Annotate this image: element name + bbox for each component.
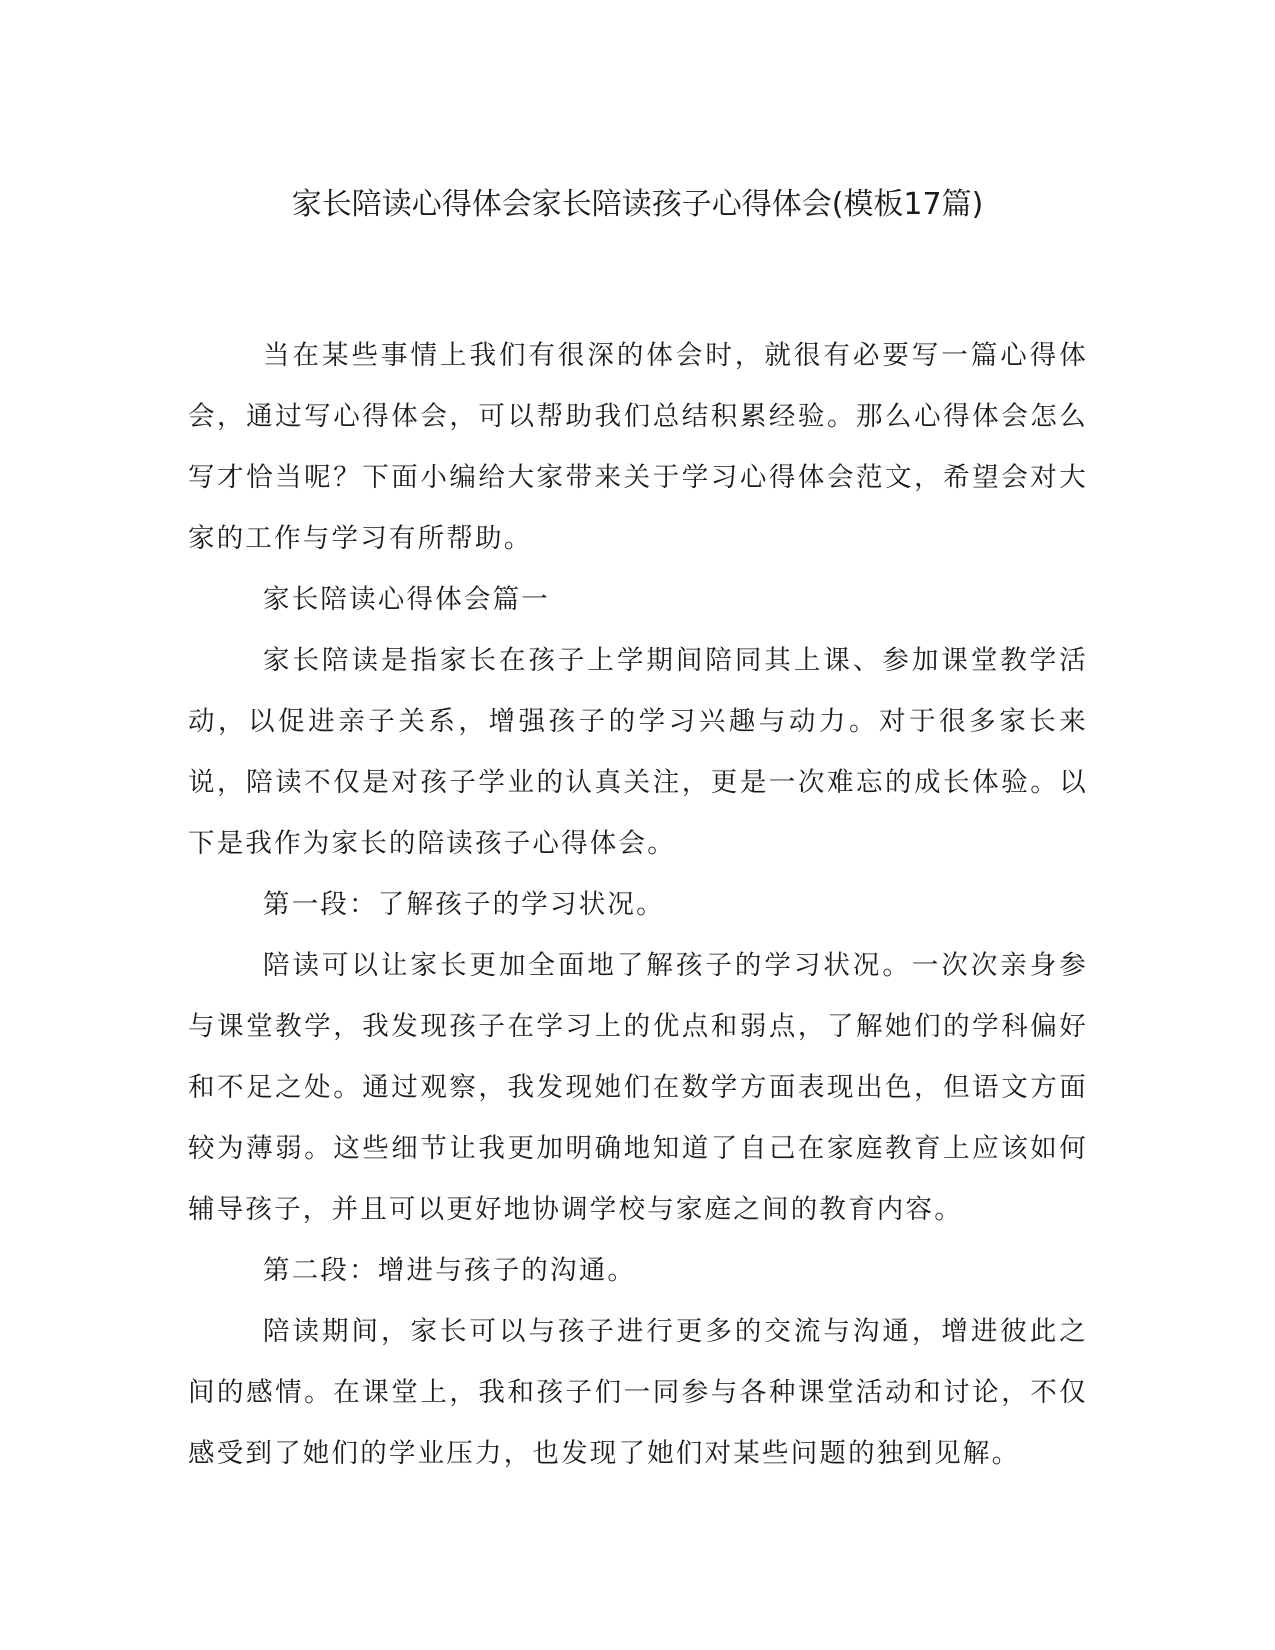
document-title: 家长陪读心得体会家长陪读孩子心得体会(模板17篇) [291, 187, 984, 222]
body-paragraph: 陪读可以让家长更加全面地了解孩子的学习状况。一次次亲身参与课堂教学，我发现孩子在学习上的优点和弱点，了解她们的学科偏好和不足之处。通过观察，我发现她们在数学方面表现出色，但语文方面较为薄弱。这些细节让我更加明确地知道了自己在家庭教育上应该如何辅导孩子，并且可以更好地协调学校与家庭之间的教育内容。 [188, 950, 1088, 1225]
section-heading: 家长陪读心得体会篇一 [263, 584, 550, 615]
body-paragraph: 家长陪读是指家长在孩子上学期间陪同其上课、参加课堂教学活动，以促进亲子关系，增强孩子的学习兴趣与动力。对于很多家长来说，陪读不仅是对孩子学业的认真关注，更是一次难忘的成长体验。以下是我作为家长的陪读孩子心得体会。 [188, 645, 1088, 859]
subsection-heading: 第一段：了解孩子的学习状况。 [263, 889, 665, 920]
document-body [188, 325, 1088, 1484]
body-paragraph: 陪读期间，家长可以与孩子进行更多的交流与沟通，增进彼此之间的感情。在课堂上，我和孩子们一同参与各种课堂活动和讨论，不仅感受到了她们的学业压力，也发现了她们对某些问题的独到见解。 [188, 1316, 1088, 1469]
intro-paragraph: 当在某些事情上我们有很深的体会时，就很有必要写一篇心得体会，通过写心得体会，可以帮助我们总结积累经验。那么心得体会怎么写才恰当呢？下面小编给大家带来关于学习心得体会范文，希望会对大家的工作与学习有所帮助。 [188, 340, 1088, 554]
subsection-heading: 第二段：增进与孩子的沟通。 [263, 1255, 637, 1286]
